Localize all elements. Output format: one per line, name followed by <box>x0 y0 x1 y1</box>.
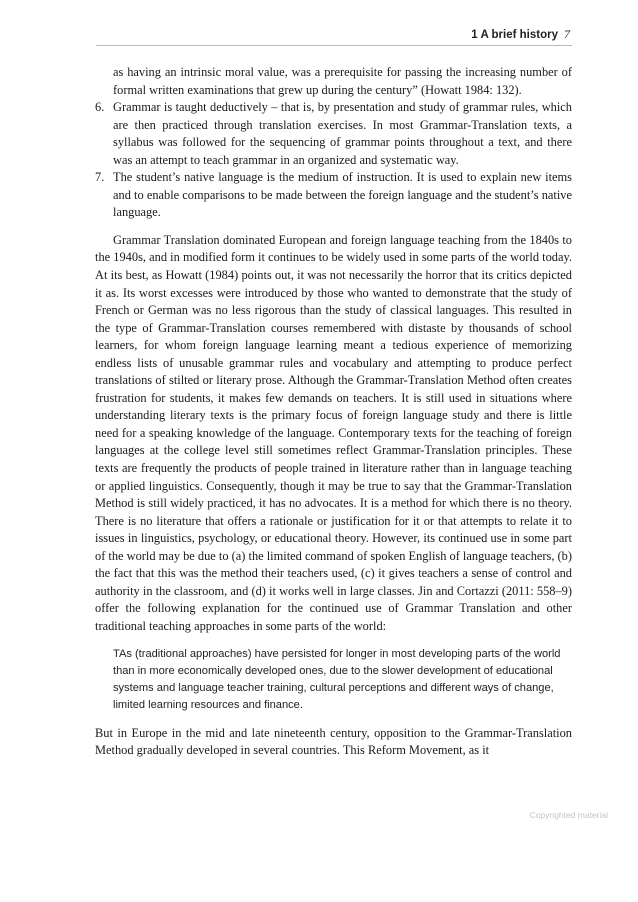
list-item-text: The student’s native language is the medium of instruction. It is used to explain new items and to enable comparisons to be made between the foreign language and the student’s native language. <box>113 170 572 220</box>
continuation-paragraph: as having an intrinsic moral value, was a prerequisite for passing the increasing number of formal written examinations that grew up during the century” (Howatt 1984: 132). <box>113 65 572 97</box>
list-item <box>95 169 572 222</box>
list-item <box>95 99 572 169</box>
list-item-number: 6. <box>95 100 105 115</box>
running-head <box>471 27 570 42</box>
closing-paragraph: But in Europe in the mid and late nineteenth century, opposition to the Grammar-Translation Method gradually developed in several countries. This Reform Movement, as it <box>95 725 572 758</box>
main-paragraph: Grammar Translation dominated European and foreign language teaching from the 1840s to the 1940s, and in modified form it continues to be widely used in some parts of the world today. At its best, as Howatt (1984) points out, it was not necessarily the horror that its critics depicted it as. Its worst excesses were introduced by those who wanted to demonstrate that the study of French or German was no less rigorous than the study of classical languages. This resulted in the type of Grammar-Translation courses remembered with distaste by thousands of school learners, for whom foreign language learning meant a tedious experience of memorizing endless lists of unusable grammar rules and vocabulary and attempting to produce perfect translations of stilted or literary prose. Although the Grammar-Translation Method often creates frustration for students, it makes few demands on teachers. It is still used in situations where understanding literary texts is the primary focus of foreign language study and there is little need for a speaking knowledge of the language. Contemporary texts for the teaching of foreign languages at the college level still sometimes reflect Grammar-Translation principles. These texts are frequently the products of people trained in literature rather than in language teaching or applied linguistics. Consequently, though it may be true to say that the Grammar-Translation Method is still widely practiced, it has no advocates. It is a method for which there is no theory. There is no literature that offers a rationale or justification for it or that attempts to relate it to issues in linguistics, psychology, or educational theory. However, its continued use in some part of the world may be due to (a) the limited command of spoken English of language teachers, (b) the fact that this was the method their teachers used, (c) it gives teachers a sense of control and authority in the classroom, and (d) it works well in large classes. Jin and Cortazzi (2011: 558–9) offer the following explanation for the continued use of Grammar Translation and other traditional teaching approaches in some parts of the world: <box>95 232 572 633</box>
copyright-watermark: Copyrighted material <box>529 810 608 820</box>
page-number: 7 <box>564 27 570 41</box>
chapter-title: 1 A brief history <box>471 29 558 41</box>
block-quote: TAs (traditional approaches) have persisted for longer in most developing parts of the world than in more economically developed ones, due to the slower development of educational systems and language teacher training, cultural perceptions and different ways of change, limited learning resources and finance. <box>113 647 561 711</box>
list-item-number: 7. <box>95 170 105 185</box>
header-rule <box>96 45 572 46</box>
page-body <box>95 64 572 760</box>
list-item-text: Grammar is taught deductively – that is, by presentation and study of grammar rules, which are then practiced through translation exercises. In most Grammar-Translation texts, a syllabus was followed for the sequencing of grammar points throughout a text, and there was an attempt to teach grammar in an organized and systematic way. <box>113 100 572 167</box>
